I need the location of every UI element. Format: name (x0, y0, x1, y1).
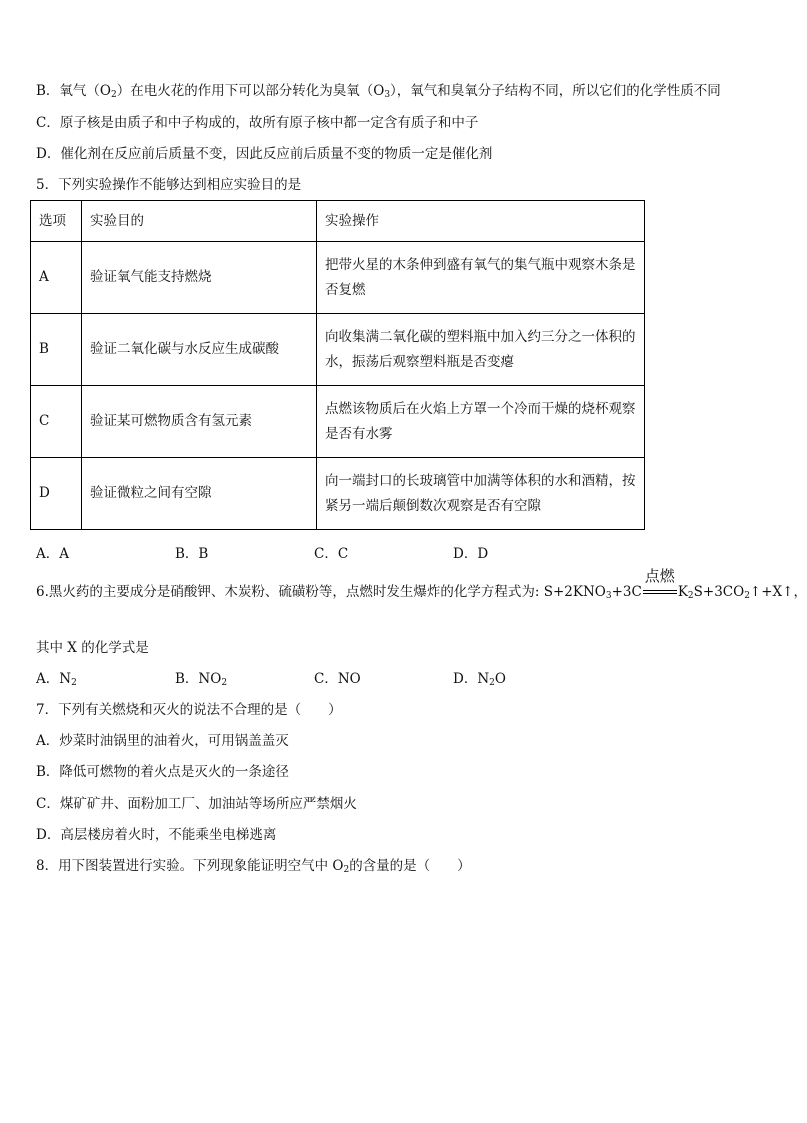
text-seg: A．N (36, 671, 72, 687)
table-row (31, 314, 645, 386)
q6-stem-2: 其中 X 的化学式是 (36, 640, 149, 656)
cell-option: D (31, 458, 82, 530)
subscript: 2 (221, 678, 228, 688)
header-option: 选项 (31, 201, 82, 242)
cell-purpose: 验证二氧化碳与水反应生成碳酸 (82, 314, 317, 386)
q7-stem: 7．下列有关燃烧和灭火的说法不合理的是（ ） (36, 702, 342, 718)
header-purpose: 实验目的 (82, 201, 317, 242)
cell-option: B (31, 314, 82, 386)
cell-operation: 向一端封口的长玻璃管中加满等体积的水和酒精，按紧另一端后颠倒数次观察是否有空隙 (317, 458, 645, 530)
subscript: 3 (605, 591, 612, 601)
text-seg: B．NO (175, 671, 222, 687)
subscript: 2 (489, 678, 495, 688)
text-seg: 8．用下图装置进行实验。下列现象能证明空气中 O (36, 858, 344, 874)
text-seg: 的含量的是（ ） (349, 858, 471, 874)
q7-option-a[interactable]: A．炒菜时油锅里的油着火，可用锅盖盖灭 (36, 733, 289, 749)
option-d-prev: D．催化剂在反应前后质量不变，因此反应前后质量不变的物质一定是催化剂 (36, 146, 493, 162)
reaction-arrow (643, 567, 677, 601)
text-seg: 6.黑火药的主要成分是硝酸钾、木炭粉、硫磺粉等，点燃时发生爆炸的化学方程式为: S+2KNO (36, 584, 606, 600)
cell-option: A (31, 242, 82, 314)
text-seg: B．氧气（O (36, 83, 111, 99)
q7-option-b[interactable]: B．降低可燃物的着火点是灭火的一条途径 (36, 764, 289, 780)
q6-options (36, 670, 736, 688)
subscript: 2 (687, 591, 694, 601)
cell-operation: 点燃该物质后在火焰上方罩一个冷而干燥的烧杯观察是否有水雾 (317, 386, 645, 458)
subscript: 3 (384, 90, 391, 100)
subscript: 2 (71, 678, 77, 688)
q7-option-d[interactable]: D．高层楼房着火时，不能乘坐电梯逃离 (36, 827, 277, 843)
q6-option-c[interactable] (314, 670, 361, 692)
table-row (31, 242, 645, 314)
text-seg: D．N (453, 671, 490, 687)
text-seg: ）在电火花的作用下可以部分转化为臭氧（O (116, 83, 385, 99)
text-seg: ↑+X↑， (749, 584, 807, 600)
cell-purpose: 验证氧气能支持燃烧 (82, 242, 317, 314)
text-seg: O (494, 671, 506, 687)
cell-purpose: 验证微粒之间有空隙 (82, 458, 317, 530)
q7-option-c[interactable]: C．煤矿矿井、面粉加工厂、加油站等场所应严禁烟火 (36, 796, 357, 812)
subscript: 2 (111, 90, 117, 100)
q6-option-d[interactable] (453, 670, 506, 692)
table-row (31, 458, 645, 530)
equals-bar (643, 590, 677, 591)
text-seg: +3C (611, 584, 642, 600)
text-seg: K (677, 584, 688, 600)
q5-option-d[interactable]: D．D (453, 546, 489, 562)
text-seg: C．NO (314, 671, 361, 687)
text-seg: ），氧气和臭氧分子结构不同，所以它们的化学性质不同 (390, 83, 721, 99)
table-row (31, 386, 645, 458)
q6-stem (36, 567, 807, 615)
option-c-prev: C．原子核是由质子和中子构成的，故所有原子核中都一定含有质子和中子 (36, 115, 479, 131)
text-seg: S+3CO (693, 584, 745, 600)
reaction-condition: 点燃 (644, 567, 675, 585)
q5-stem: 5．下列实验操作不能够达到相应实验目的是 (36, 177, 302, 193)
cell-operation: 向收集满二氧化碳的塑料瓶中加入约三分之一体积的水，振荡后观察塑料瓶是否变瘪 (317, 314, 645, 386)
table-header-row (31, 201, 645, 242)
q5-option-a[interactable]: A．A (36, 546, 69, 562)
option-b-prev (36, 82, 721, 104)
q6-option-a[interactable] (36, 670, 77, 692)
subscript: 2 (343, 865, 350, 875)
subscript: 2 (744, 591, 750, 601)
q5-option-b[interactable]: B．B (175, 546, 209, 562)
cell-purpose: 验证某可燃物质含有氢元素 (82, 386, 317, 458)
q5-options (36, 545, 736, 563)
equals-bar (643, 593, 677, 594)
cell-option: C (31, 386, 82, 458)
cell-operation: 把带火星的木条伸到盛有氧气的集气瓶中观察木条是否复燃 (317, 242, 645, 314)
experiment-table (30, 200, 645, 530)
q6-option-b[interactable] (175, 670, 227, 692)
q8-stem (36, 857, 471, 879)
header-operation: 实验操作 (317, 201, 645, 242)
q5-option-c[interactable]: C．C (314, 546, 349, 562)
